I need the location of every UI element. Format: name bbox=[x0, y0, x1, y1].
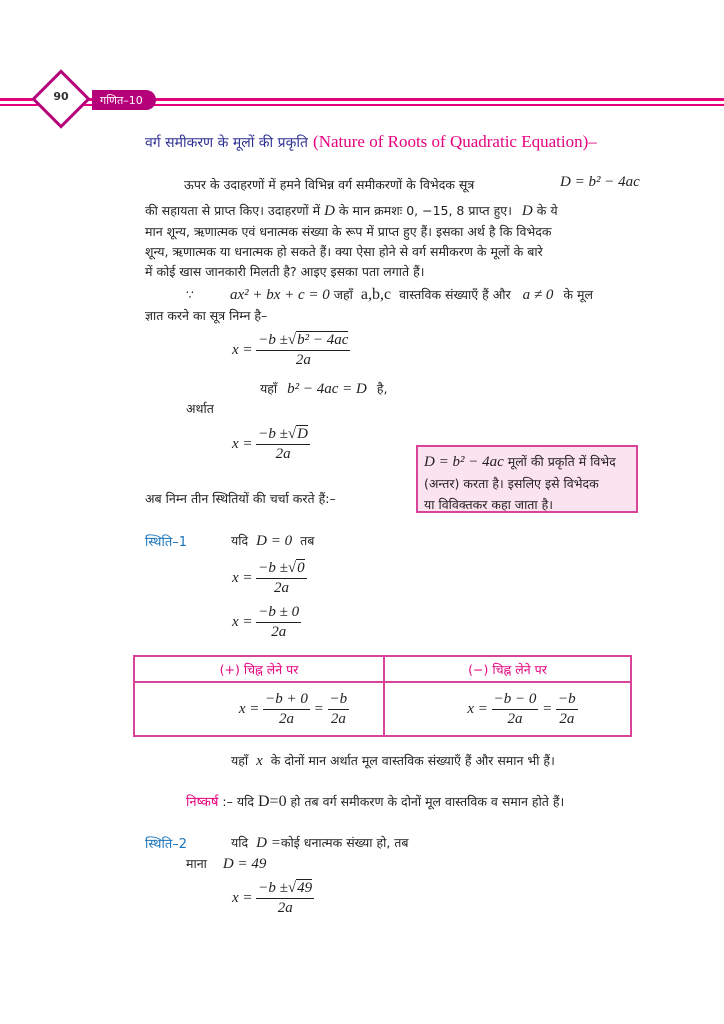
page-number: 90 bbox=[53, 90, 69, 103]
three-cases-intro: अब निम्न तीन स्थितियों की चर्चा करते हैं:– bbox=[145, 491, 336, 506]
section-heading bbox=[145, 132, 597, 152]
both-values-line: यहाँ x के दोनों मान अर्थात मूल वास्तविक संख्याएँ हैं और समान भी हैं। bbox=[231, 753, 555, 769]
case2-condition: यदि D =कोई धनात्मक संख्या हो, तब bbox=[231, 835, 409, 851]
formula-with-D: x = $\frac{-b \pm√D}{2a}$ bbox=[232, 426, 308, 462]
table-header-minus: (−) चिह्न लेने पर bbox=[384, 656, 631, 682]
heading-hindi: वर्ग समीकरण के मूलों की प्रकृति bbox=[145, 135, 308, 151]
i-e-label: अर्थात bbox=[186, 401, 214, 416]
para2-line2: ज्ञात करने का सूत्र निम्न है– bbox=[145, 308, 268, 323]
case2-let: माना D = 49 bbox=[186, 856, 267, 872]
discriminant-formula: D = b² − 4ac bbox=[560, 174, 640, 190]
case1-condition: यदि D = 0 तब bbox=[231, 533, 315, 549]
table-header-row bbox=[134, 656, 631, 682]
discriminant-note: D = b² − 4ac मूलों की प्रकृति में विभेद (अन्तर) करता है। इसलिए इसे विभेदक या विविक्तकर कहा जाता है। bbox=[416, 445, 638, 513]
table-header-plus: (+) चिह्न लेने पर bbox=[134, 656, 384, 682]
quadratic-formula: x = $\frac{\text{−b ±√b² − 4ac}}{2a}$ bbox=[232, 332, 349, 368]
case1-label: स्थिति–1 bbox=[145, 535, 188, 550]
conclusion-line: निष्कर्ष :– यदि D=0 हो तब वर्ग समीकरण के दोनों मूल वास्तविक व समान होते हैं। bbox=[186, 793, 565, 810]
case2-formula: x = $\frac{-b \pm√49}{2a}$ bbox=[232, 880, 313, 916]
case1-formula2: x = $\frac{-b \pm 0}{2a}$ bbox=[232, 604, 300, 640]
para1-line1: ऊपर के उदाहरणों में हमने विभिन्न वर्ग समीकरणों के विभेदक सूत्र bbox=[184, 177, 475, 192]
table-cell-minus: x = $\frac{-b - 0}{2a}$ = $\frac{-b}{2a}$ bbox=[384, 682, 631, 736]
where-line: यहाँ b² − 4ac = D है, bbox=[260, 381, 388, 397]
para1-line4: शून्य, ऋणात्मक या धनात्मक हो सकते हैं। क्या ऐसा होने से वर्ग समीकरण के मूलों के बारे bbox=[145, 244, 543, 259]
chapter-title: गणित–10 bbox=[100, 94, 143, 107]
para1-line2: की सहायता से प्राप्त किए। उदाहरणों में D के मान क्रमशः 0, −15, 8 प्राप्त हुए। D के ये bbox=[145, 203, 558, 219]
case1-formula1: x = $\frac{-b \pm√0}{2a}$ bbox=[232, 560, 305, 596]
para1-line3: मान शून्य, ऋणात्मक एवं धनात्मक संख्या के रूप में प्राप्त हुए हैं। इसका अर्थ है कि विभेदक bbox=[145, 224, 552, 239]
table-row bbox=[134, 682, 631, 736]
sign-cases-table bbox=[133, 655, 632, 737]
para1-line5: में कोई खास जानकारी मिलती है? आइए इसका पता लगाते हैं। bbox=[145, 264, 425, 279]
para2-line1: ∵ ax² + bx + c = 0 जहाँ a,b,c वास्तविक संख्याएँ हैं और a ≠ 0 के मूल bbox=[186, 286, 593, 303]
heading-english: (Nature of Roots of Quadratic Equation)– bbox=[313, 132, 597, 151]
table-cell-plus: x = $\frac{-b + 0}{2a}$ = $\frac{-b}{2a}$ bbox=[134, 682, 384, 736]
case2-label: स्थिति–2 bbox=[145, 837, 188, 852]
